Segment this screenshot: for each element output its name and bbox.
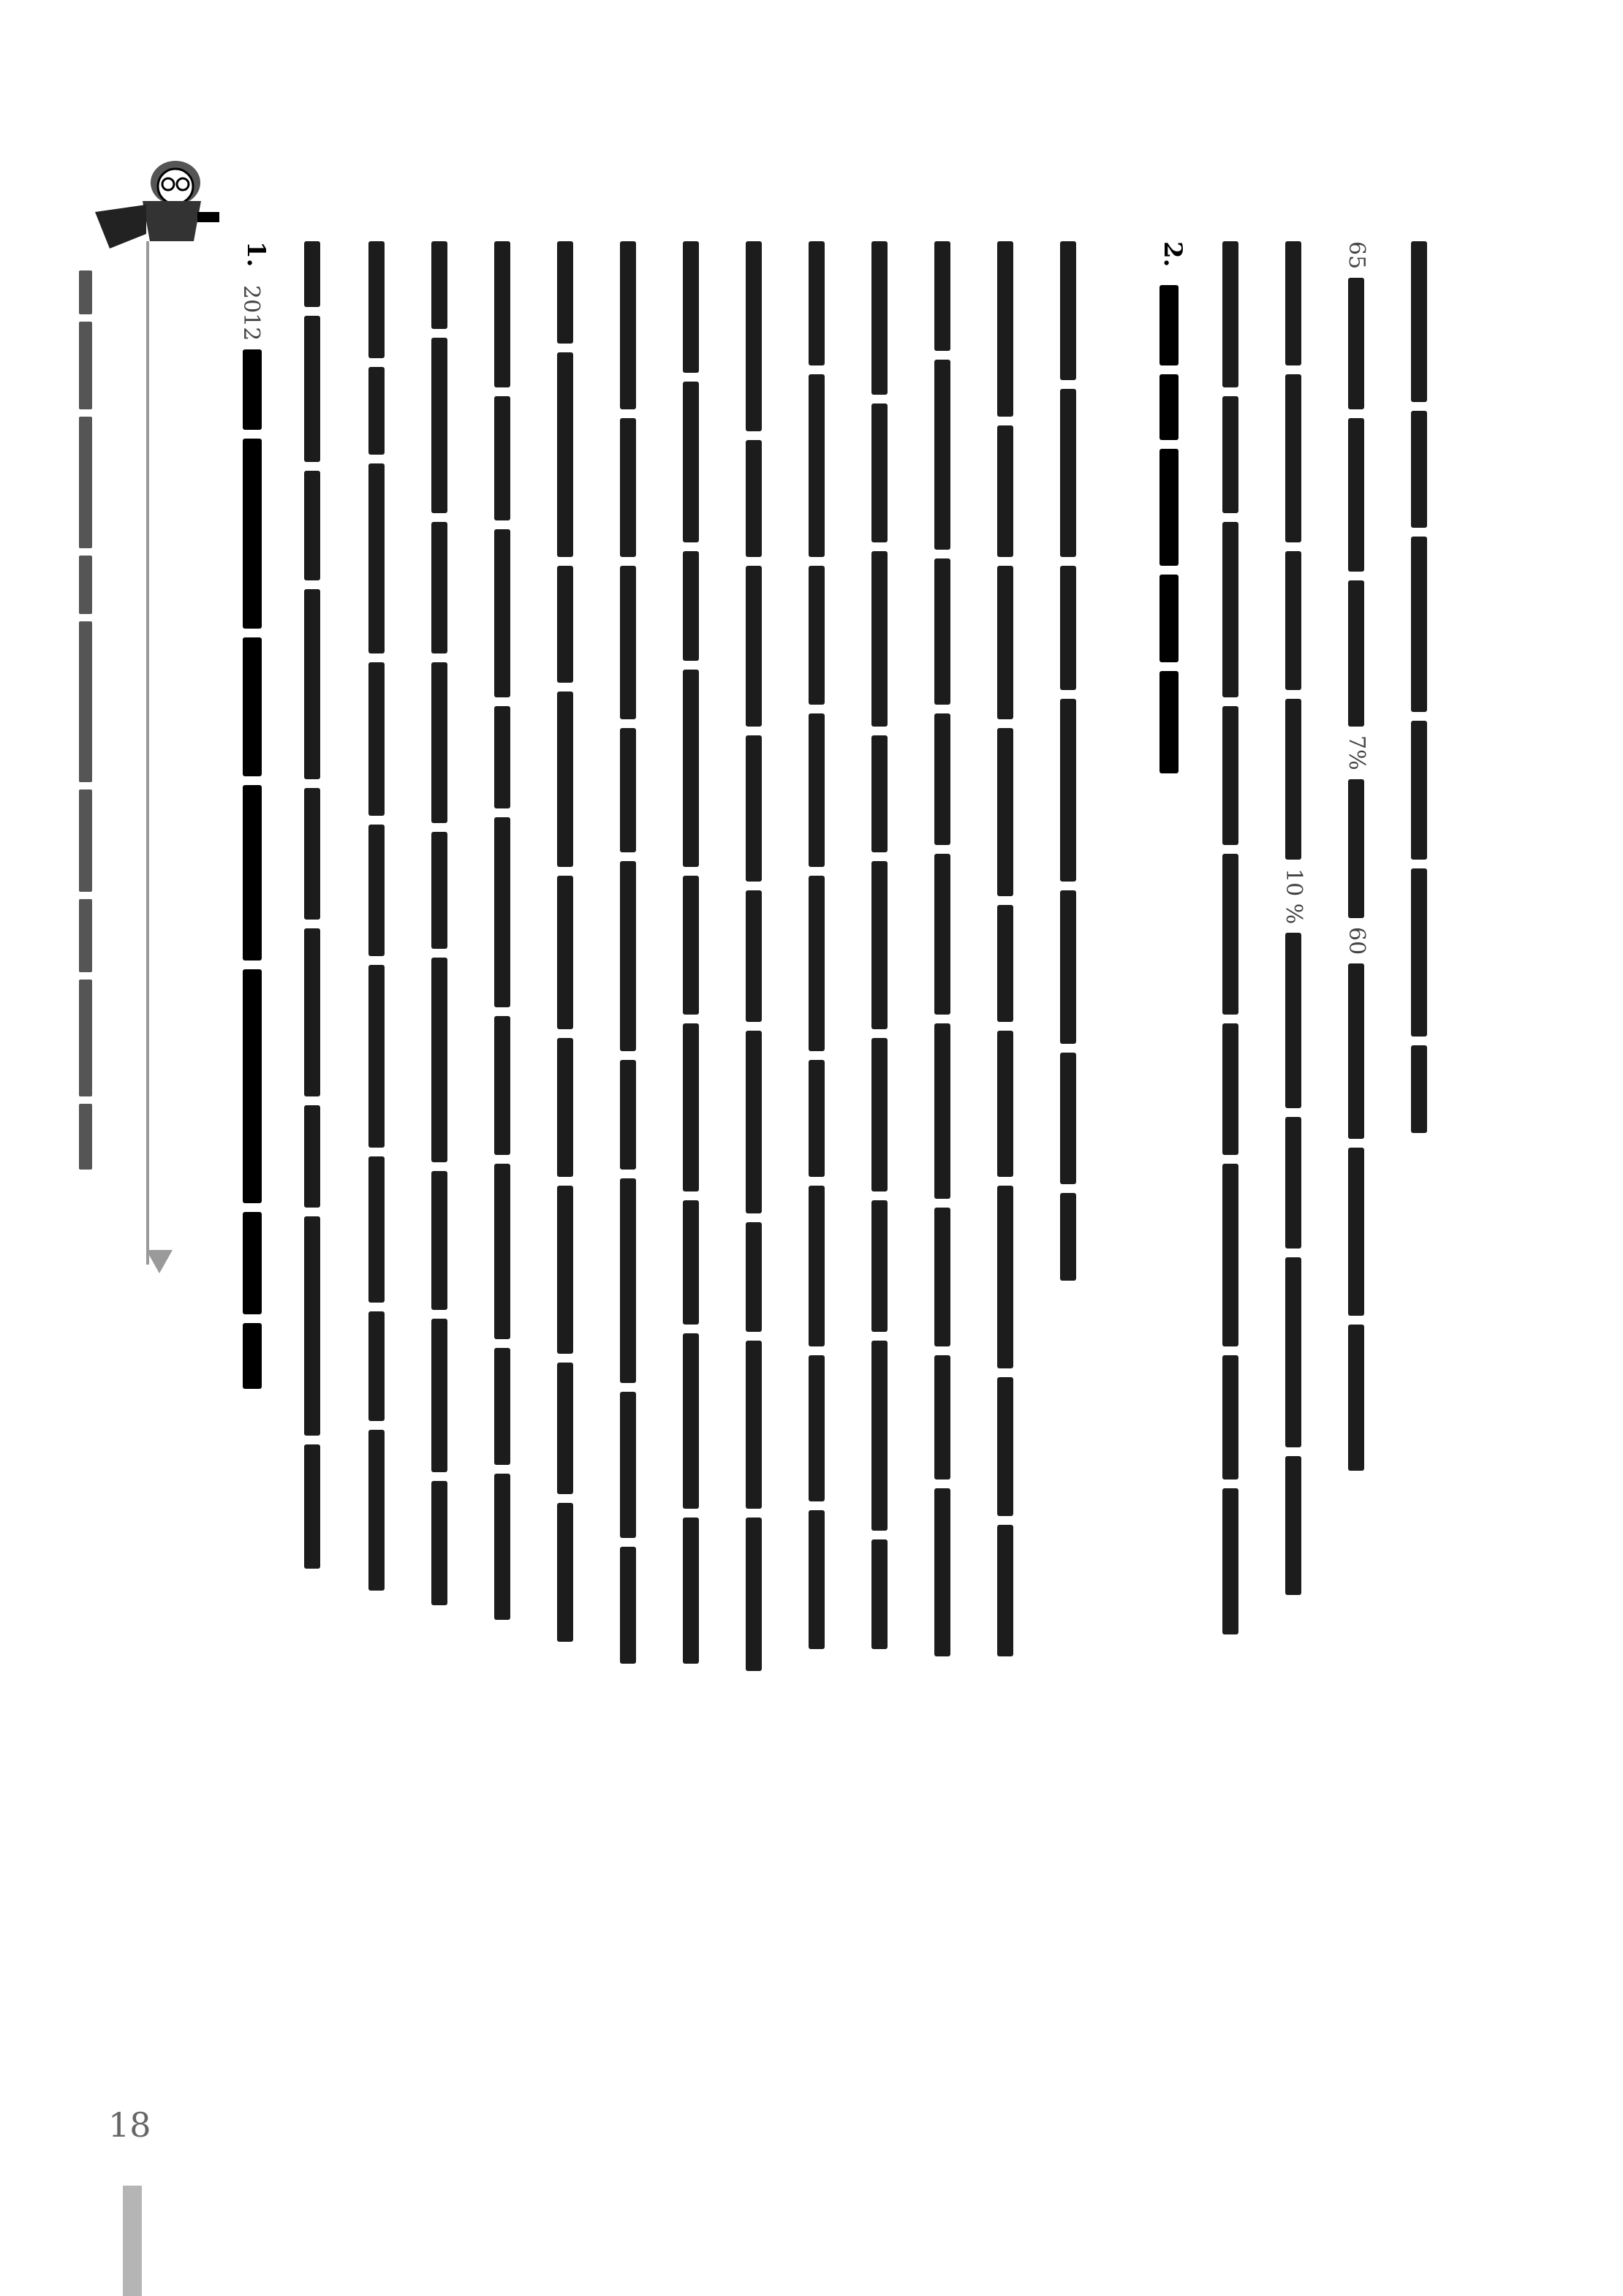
text-column <box>368 241 385 1791</box>
value-65: 65 <box>1344 241 1369 270</box>
text-column <box>494 241 510 1791</box>
text-column <box>1281 241 1306 1791</box>
text-column <box>746 241 762 1791</box>
value-60: 60 <box>1344 926 1369 955</box>
text-column <box>620 241 636 1791</box>
text-column <box>431 241 447 1791</box>
text-column <box>304 241 320 1791</box>
sidebar-rule <box>146 241 149 1265</box>
value-10-percent: 10 % <box>1281 868 1306 925</box>
heading-2-text <box>1159 285 1176 797</box>
text-column <box>809 241 825 1791</box>
text-column <box>683 241 699 1791</box>
heading-1-text <box>238 285 264 1835</box>
heading-2-number: 2. <box>1158 241 1187 268</box>
text-column <box>1411 241 1427 1265</box>
text-column <box>934 241 950 1791</box>
running-header <box>79 270 94 1228</box>
text-column <box>871 241 888 1791</box>
heading-1-number: 1. <box>241 241 270 268</box>
text-column <box>997 241 1013 1791</box>
page-edge-bar <box>123 2186 142 2296</box>
down-triangle-icon <box>146 1250 173 1273</box>
year-label: 2012 <box>238 285 264 341</box>
text-column <box>1222 241 1238 1791</box>
text-column <box>1344 241 1369 1791</box>
mascot-illustration <box>66 132 234 278</box>
value-7-percent: 7% <box>1344 735 1369 770</box>
page-number: 18 <box>108 2105 151 2145</box>
text-column <box>1060 241 1076 1791</box>
text-column <box>557 241 573 1791</box>
